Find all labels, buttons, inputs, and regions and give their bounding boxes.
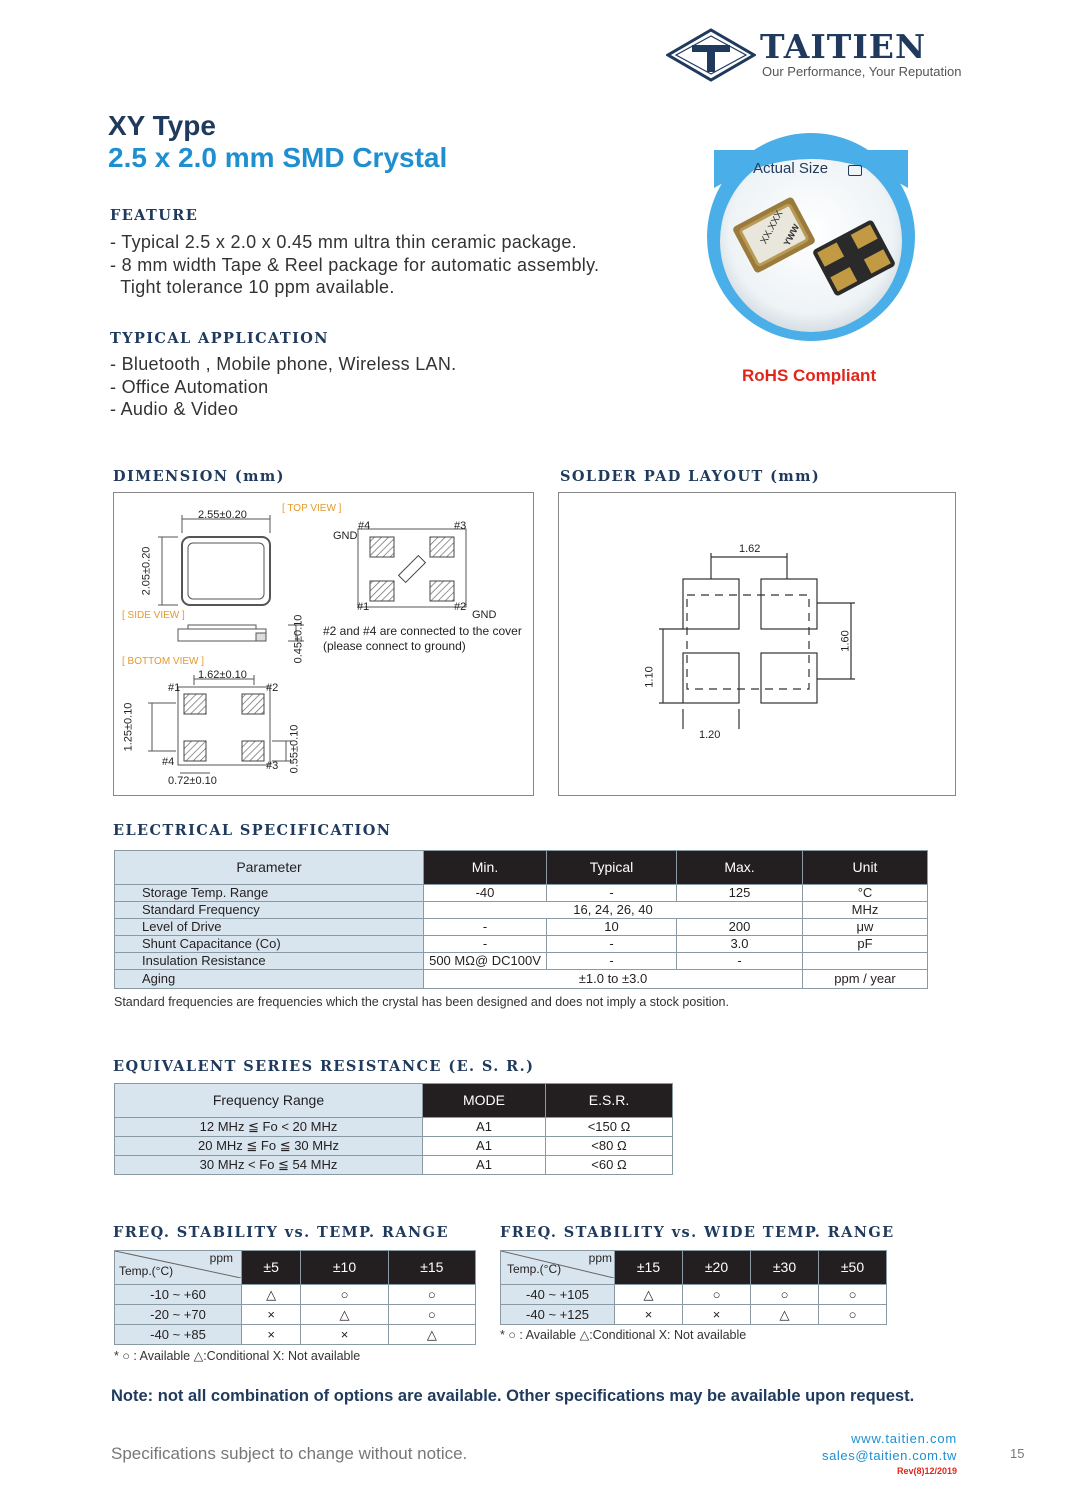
solder-graphic: [559, 493, 957, 797]
chip-marking: XX.XXX: [758, 208, 786, 247]
col-ppm: ±15: [615, 1251, 683, 1285]
param-cell: Aging: [115, 970, 424, 989]
feature-heading: FEATURE: [110, 207, 199, 224]
page-number: 15: [1010, 1446, 1025, 1461]
electrical-heading: ELECTRICAL SPECIFICATION: [113, 822, 392, 839]
esr-cell: <150 Ω: [546, 1118, 673, 1137]
col-ppm: ±5: [242, 1251, 301, 1285]
bottom-pin-4: #4: [162, 756, 175, 768]
temp-range-cell: -40 ~ +105: [501, 1285, 615, 1305]
col-max: Max.: [677, 851, 803, 885]
application-item: - Bluetooth , Mobile phone, Wireless LAN.: [110, 354, 457, 374]
cover-note: #2 and #4 are connected to the cover: [323, 624, 522, 638]
dim-pad-w: 0.72±0.10: [168, 775, 217, 787]
corner-cell: [501, 1251, 615, 1285]
availability-cell: △: [301, 1305, 388, 1325]
revision: Rev(8)12/2019: [896, 1466, 957, 1476]
gnd-label-top: GND: [333, 530, 358, 542]
availability-cell: △: [615, 1285, 683, 1305]
table-row: [115, 902, 928, 919]
col-ppm: ±10: [301, 1251, 388, 1285]
solder-dim-1: 1.62: [739, 543, 761, 555]
param-cell: Insulation Resistance: [115, 953, 424, 970]
bottom-pin-3: #3: [266, 760, 279, 772]
availability-cell: ○: [819, 1305, 887, 1325]
actual-size-label: Actual Size: [753, 160, 829, 177]
param-cell: Storage Temp. Range: [115, 885, 424, 902]
col-parameter: Parameter: [115, 851, 424, 885]
col-min: Min.: [424, 851, 547, 885]
table-header-row: [115, 851, 928, 885]
bottom-pin-2: #2: [266, 682, 279, 694]
table-row: [115, 1118, 673, 1137]
col-ppm: ±20: [683, 1251, 751, 1285]
value-cell: 125: [677, 885, 803, 902]
electrical-table: [114, 850, 928, 989]
table-row: [115, 936, 928, 953]
value-cell: -: [424, 919, 547, 936]
availability-cell: ○: [301, 1285, 388, 1305]
corner-cell: [115, 1251, 242, 1285]
feature-item: Tight tolerance 10 ppm available.: [110, 277, 395, 297]
value-cell: 500 MΩ@ DC100V: [424, 953, 547, 970]
col-mode: MODE: [423, 1084, 546, 1118]
range-cell: 30 MHz < Fo ≦ 54 MHz: [115, 1156, 423, 1175]
table-row: [115, 953, 928, 970]
esr-cell: <60 Ω: [546, 1156, 673, 1175]
availability-cell: ×: [242, 1305, 301, 1325]
value-cell: -40: [424, 885, 547, 902]
actual-size-icon: [848, 165, 862, 176]
application-heading: TYPICAL APPLICATION: [110, 330, 329, 347]
value-cell: °C: [803, 885, 928, 902]
value-cell: -: [424, 936, 547, 953]
top-view-label: [ TOP VIEW ]: [282, 503, 342, 514]
solder-heading: SOLDER PAD LAYOUT (mm): [560, 468, 821, 485]
brand-name: TAITIEN: [760, 27, 927, 66]
solder-drawing: [558, 492, 956, 796]
value-cell: ppm / year: [803, 970, 928, 989]
taitien-logo-icon: [666, 28, 756, 82]
table-row: [115, 970, 928, 989]
rohs-label: RoHS Compliant: [742, 366, 877, 385]
feature-item: - 8 mm width Tape & Reel package for automatic assembly.: [110, 254, 600, 275]
table-row: [115, 919, 928, 936]
top-pin-2: #2: [454, 601, 467, 613]
value-cell: 10: [547, 919, 677, 936]
table-row: [115, 1156, 673, 1175]
wide-stability-legend: * ○ : Available △:Conditional X: Not available: [500, 1328, 747, 1342]
col-ppm: ±50: [819, 1251, 887, 1285]
value-cell: μw: [803, 919, 928, 936]
table-header-row: [115, 1084, 673, 1118]
value-cell: 3.0: [677, 936, 803, 953]
availability-cell: ×: [683, 1305, 751, 1325]
availability-cell: ○: [683, 1285, 751, 1305]
col-ppm: ±30: [751, 1251, 819, 1285]
stability-legend: * ○ : Available △:Conditional X: Not available: [114, 1349, 361, 1363]
value-cell: -: [547, 885, 677, 902]
bottom-pin-1: #1: [168, 682, 181, 694]
corner-temp: Temp.(°C): [507, 1262, 562, 1276]
col-typical: Typical: [547, 851, 677, 885]
table-row: [501, 1305, 887, 1325]
website-link[interactable]: www.taitien.com: [851, 1431, 957, 1446]
brand-logo: [666, 28, 966, 84]
wide-stability-table: [500, 1250, 887, 1325]
availability-cell: ×: [301, 1325, 388, 1345]
table-header-row: [501, 1251, 887, 1285]
dim-length: 2.55±0.20: [198, 509, 247, 521]
ground-note: (please connect to ground): [323, 639, 466, 653]
availability-cell: ○: [388, 1285, 475, 1305]
esr-cell: <80 Ω: [546, 1137, 673, 1156]
value-cell: -: [677, 953, 803, 970]
temp-range-cell: -40 ~ +85: [115, 1325, 242, 1345]
availability-cell: ○: [819, 1285, 887, 1305]
application-item: - Audio & Video: [110, 399, 239, 419]
mode-cell: A1: [423, 1118, 546, 1137]
dimension-heading: DIMENSION (mm): [113, 468, 285, 485]
table-row: [501, 1285, 887, 1305]
corner-temp: Temp.(°C): [119, 1264, 174, 1278]
value-cell: 16, 24, 26, 40: [424, 902, 803, 919]
param-cell: Shunt Capacitance (Co): [115, 936, 424, 953]
mode-cell: A1: [423, 1156, 546, 1175]
application-item: - Office Automation: [110, 376, 269, 397]
solder-dim-2: 1.60: [839, 630, 852, 652]
value-cell: pF: [803, 936, 928, 953]
dim-width: 2.05±0.20: [140, 546, 153, 596]
email-link[interactable]: sales@taitien.com.tw: [821, 1448, 957, 1463]
electrical-note: Standard frequencies are frequencies which the crystal has been designed and does not imply a stock position.: [114, 995, 729, 1009]
availability-cell: ○: [751, 1285, 819, 1305]
gnd-label-bottom: GND: [472, 609, 497, 621]
product-type: XY Type: [108, 110, 216, 141]
table-row: [115, 1137, 673, 1156]
range-cell: 20 MHz ≦ Fo ≦ 30 MHz: [115, 1137, 423, 1156]
value-cell: -: [547, 936, 677, 953]
value-cell: -: [547, 953, 677, 970]
availability-cell: ×: [615, 1305, 683, 1325]
temp-range-cell: -10 ~ +60: [115, 1285, 242, 1305]
corner-ppm: ppm: [588, 1251, 612, 1265]
col-esr: E.S.R.: [546, 1084, 673, 1118]
availability-cell: ×: [242, 1325, 301, 1345]
param-cell: Standard Frequency: [115, 902, 424, 919]
chip-marking-date: YWW: [781, 222, 802, 248]
wide-stability-heading: FREQ. STABILITY vs. WIDE TEMP. RANGE: [500, 1224, 895, 1241]
product-title: 2.5 x 2.0 mm SMD Crystal: [108, 142, 448, 173]
value-cell: [803, 953, 928, 970]
value-cell: MHz: [803, 902, 928, 919]
feature-item: - Typical 2.5 x 2.0 x 0.45 mm ultra thin ceramic package.: [110, 232, 577, 252]
feature-list: [110, 231, 599, 299]
availability-cell: △: [751, 1305, 819, 1325]
solder-dim-4: 1.20: [699, 729, 721, 741]
dim-pad-pitch-v: 1.25±0.10: [122, 702, 135, 752]
availability-cell: △: [388, 1325, 475, 1345]
availability-cell: △: [242, 1285, 301, 1305]
solder-dim-3: 1.10: [643, 666, 656, 688]
value-cell: ±1.0 to ±3.0: [424, 970, 803, 989]
availability-cell: ○: [388, 1305, 475, 1325]
side-view-label: [ SIDE VIEW ]: [122, 610, 185, 621]
corner-ppm: ppm: [209, 1251, 233, 1265]
temp-range-cell: -40 ~ +125: [501, 1305, 615, 1325]
table-row: [115, 1325, 476, 1345]
col-ppm: ±15: [388, 1251, 475, 1285]
dimension-drawing: [113, 492, 534, 796]
param-cell: Level of Drive: [115, 919, 424, 936]
dim-height: 0.45±0.10: [292, 614, 305, 664]
table-row: [115, 1305, 476, 1325]
top-pin-4: #4: [358, 520, 371, 532]
table-header-row: [115, 1251, 476, 1285]
brand-tagline: Our Performance, Your Reputation: [762, 64, 962, 79]
col-frequency-range: Frequency Range: [115, 1084, 423, 1118]
stability-heading: FREQ. STABILITY vs. TEMP. RANGE: [113, 1224, 449, 1241]
value-cell: 200: [677, 919, 803, 936]
top-pin-3: #3: [454, 520, 467, 532]
product-photo: [704, 130, 918, 344]
top-pin-1: #1: [357, 601, 370, 613]
stability-table: [114, 1250, 476, 1345]
dim-pad-pitch: 1.62±0.10: [198, 669, 247, 681]
table-row: [115, 885, 928, 902]
col-unit: Unit: [803, 851, 928, 885]
disclaimer: Specifications subject to change without notice.: [111, 1444, 468, 1463]
esr-table: [114, 1083, 673, 1175]
mode-cell: A1: [423, 1137, 546, 1156]
range-cell: 12 MHz ≦ Fo < 20 MHz: [115, 1118, 423, 1137]
esr-heading: EQUIVALENT SERIES RESISTANCE (E. S. R.): [113, 1058, 535, 1075]
application-list: [110, 353, 456, 421]
availability-note: Note: not all combination of options are available. Other specifications may be available upon request.: [111, 1387, 915, 1405]
temp-range-cell: -20 ~ +70: [115, 1305, 242, 1325]
bottom-view-label: [ BOTTOM VIEW ]: [122, 656, 205, 667]
dim-pad-h: 0.55±0.10: [288, 724, 301, 774]
